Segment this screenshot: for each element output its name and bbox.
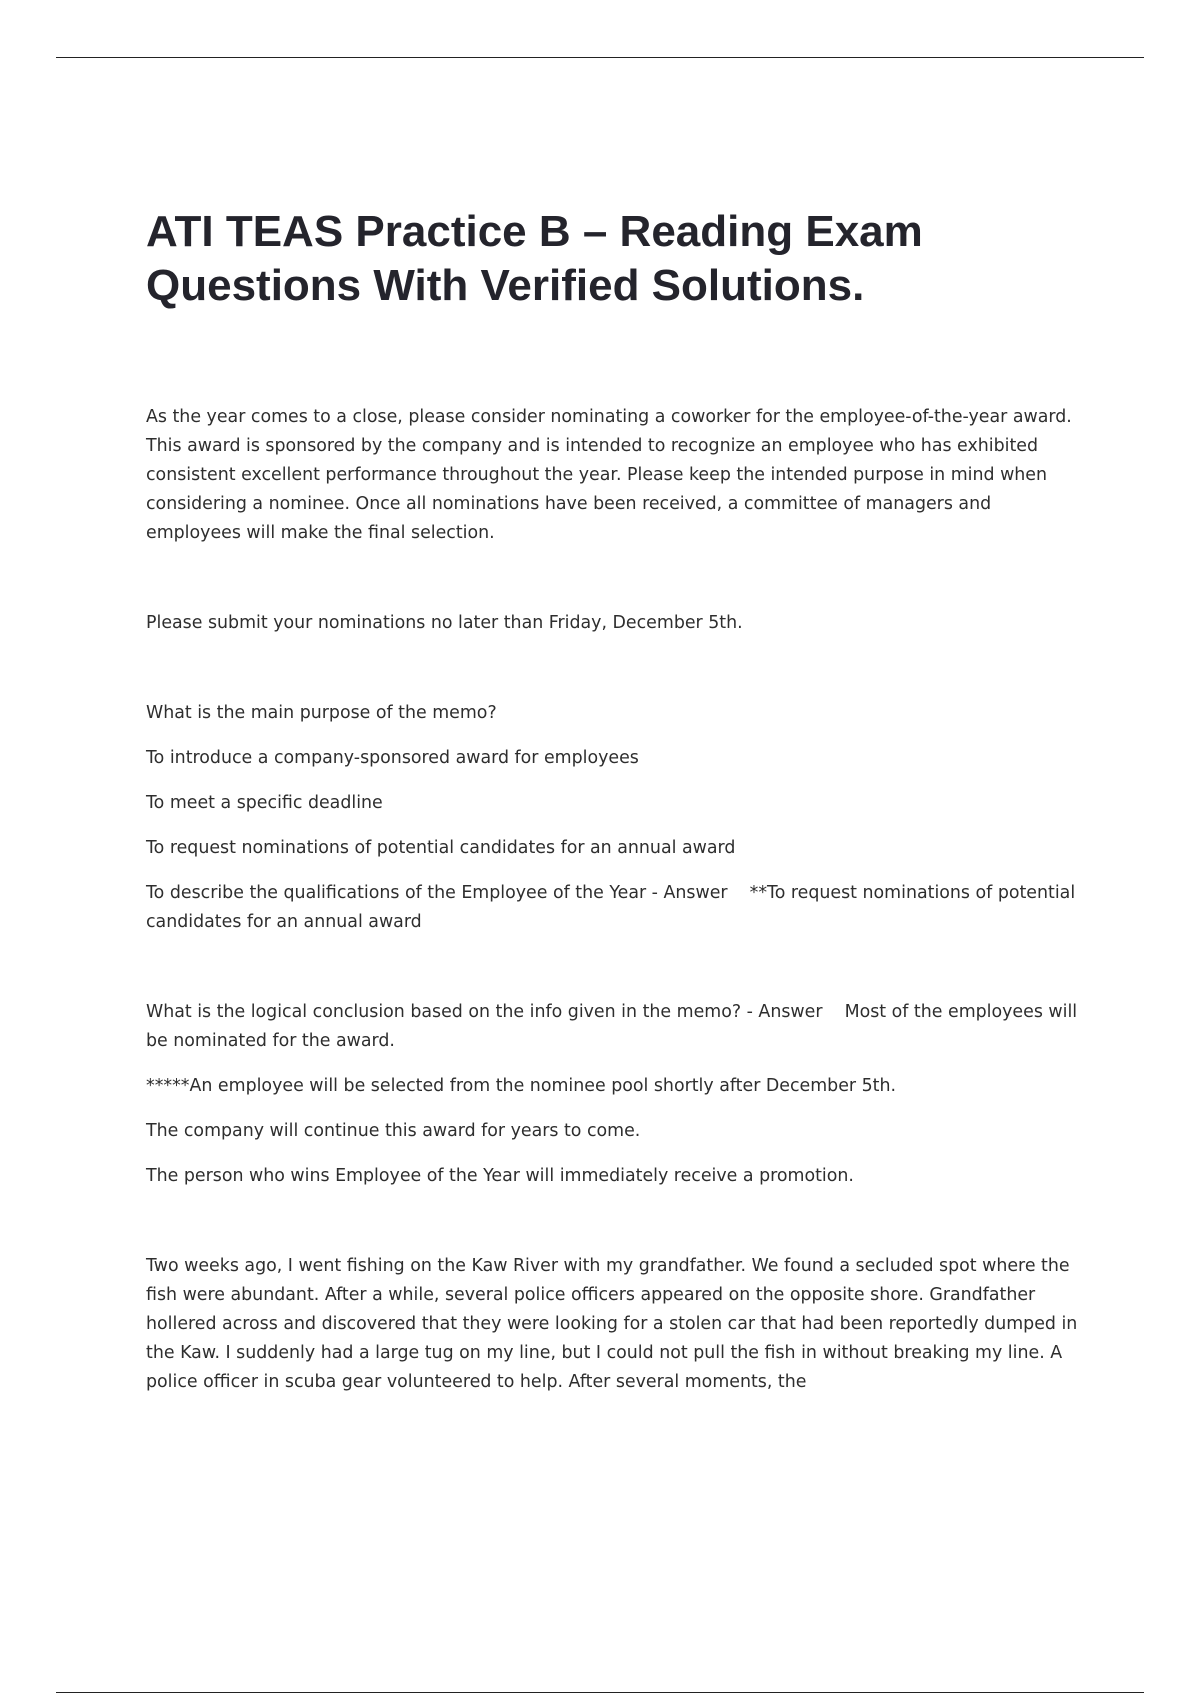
question2-option-b: *****An employee will be selected from the nominee pool shortly after December 5th.: [146, 1076, 897, 1096]
question1-option-b: To meet a specific deadline: [146, 793, 383, 813]
question1-option-d-answer: To describe the qualifications of the Employee of the Year - Answer **To request nominations of potential candidates for an annual award: [146, 883, 1076, 932]
document-body: [146, 205, 1086, 1397]
question1-option-a: To introduce a company-sponsored award for employees: [146, 748, 639, 768]
question2-prompt-answer: What is the logical conclusion based on the info given in the memo? - Answer Most of the employees will be nominated for the award.: [146, 1002, 1078, 1051]
deadline-line: Please submit your nominations no later than Friday, December 5th.: [146, 613, 743, 633]
question1-prompt: What is the main purpose of the memo?: [146, 703, 497, 723]
question2-option-c: The company will continue this award for years to come.: [146, 1121, 641, 1141]
question2-option-d: The person who wins Employee of the Year will immediately receive a promotion.: [146, 1166, 854, 1186]
story-paragraph: Two weeks ago, I went fishing on the Kaw River with my grandfather. We found a secluded spot where the fish were abundant. After a while, several police officers appeared on the opposite shore. Grandfather hollered across and discovered that they were looking for a stolen car that had been reportedly dumped in the Kaw. I suddenly had a large tug on my line, but I could not pull the fish in without breaking my line. A police officer in scuba gear volunteered to help. After several moments, the: [146, 1256, 1078, 1392]
top-divider: [56, 57, 1144, 58]
bottom-divider: [56, 1692, 1144, 1693]
memo-paragraph: As the year comes to a close, please consider nominating a coworker for the employee-of-the-year award. This award is sponsored by the company and is intended to recognize an employee who has exhibited consistent excellent performance throughout the year. Please keep the intended purpose in mind when considering a nominee. Once all nominations have been received, a committee of managers and employees will make the final selection.: [146, 407, 1072, 543]
question1-option-c: To request nominations of potential candidates for an annual award: [146, 838, 736, 858]
document-title: ATI TEAS Practice B – Reading Exam Questions With Verified Solutions.: [146, 207, 923, 310]
